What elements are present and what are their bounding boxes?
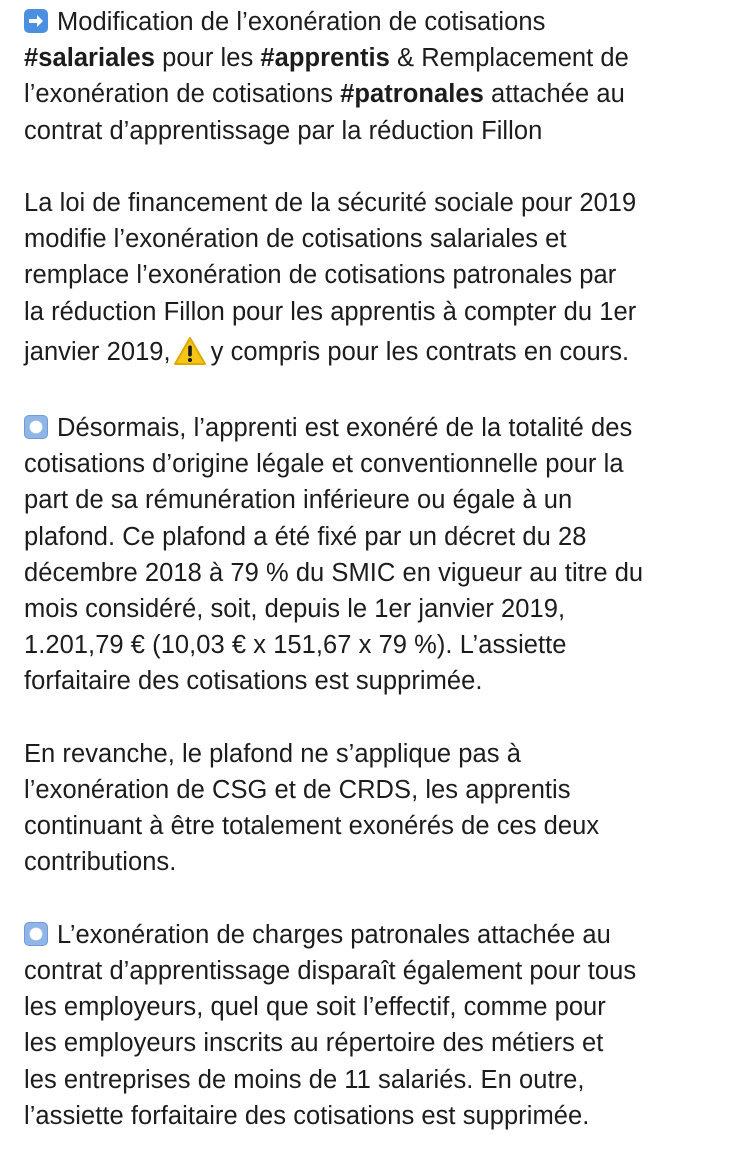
text-line [24, 4, 726, 40]
radio-button-icon [24, 922, 48, 946]
law-paragraph [24, 185, 726, 374]
employer-paragraph [24, 917, 726, 1134]
text-line [24, 917, 726, 953]
text-fragment: l’exonération de cotisations [24, 80, 341, 109]
text-line: forfaitaire des cotisations est supprimée. [24, 667, 483, 696]
post-text [24, 4, 726, 1134]
text-line: remplace l’exonération de cotisations patronales par [24, 261, 617, 290]
intro-paragraph [24, 4, 726, 149]
text-line: continuant à être totalement exonérés de ces deux [24, 812, 600, 841]
csg-paragraph [24, 736, 726, 881]
text-line: l’assiette forfaitaire des cotisations est supprimée. [24, 1101, 590, 1130]
text-fragment: attachée au [483, 80, 625, 109]
text-line [24, 40, 726, 76]
text-line [24, 410, 726, 446]
text-line: les employeurs, quel que soit l’effectif, comme pour [24, 993, 606, 1022]
hashtag-apprentis[interactable]: #apprentis [260, 44, 390, 73]
exemption-paragraph [24, 410, 726, 700]
text-fragment: janvier 2019, [24, 337, 171, 366]
text-line: contrat d’apprentissage par la réduction Fillon [24, 116, 543, 145]
text-line: la réduction Fillon pour les apprentis à compter du 1er [24, 297, 637, 326]
text-line [24, 330, 726, 374]
hashtag-patronales[interactable]: #patronales [340, 80, 484, 109]
text-fragment: pour les [155, 44, 261, 73]
hashtag-salariales[interactable]: #salariales [24, 44, 156, 73]
text-line: En revanche, le plafond ne s’applique pas à [24, 739, 521, 768]
text-line [24, 76, 726, 112]
text-fragment: Désormais, l’apprenti est exonéré de la totalité des [57, 414, 633, 442]
text-line: les employeurs inscrits au répertoire des métiers et [24, 1029, 604, 1058]
text-line: les entreprises de moins de 11 salariés. En outre, [24, 1065, 585, 1094]
text-fragment: y compris pour les contrats en cours. [210, 337, 630, 366]
text-line: part de sa rémunération inférieure ou égale à un [24, 486, 573, 515]
text-line: La loi de financement de la sécurité sociale pour 2019 [24, 189, 637, 217]
text-line: plafond. Ce plafond a été fixé par un décret du 28 [24, 522, 587, 551]
text-line: cotisations d’origine légale et conventionnelle pour la [24, 450, 624, 479]
text-line: décembre 2018 à 79 % du SMIC en vigueur au titre du [24, 558, 644, 587]
text-line: mois considéré, soit, depuis le 1er janvier 2019, [24, 595, 566, 624]
right-arrow-icon [24, 9, 48, 33]
text-line: modifie l’exonération de cotisations salariales et [24, 225, 567, 254]
text-line: 1.201,79 € (10,03 € x 151,67 x 79 %). L’assiette [24, 631, 567, 660]
text-line: l’exonération de CSG et de CRDS, les apprentis [24, 776, 571, 805]
text-fragment: & Remplacement de [389, 44, 629, 73]
text-line: contributions. [24, 848, 177, 877]
radio-button-icon [24, 415, 48, 439]
warning-icon [173, 336, 207, 366]
text-fragment: Modification de l’exonération de cotisations [57, 8, 546, 36]
text-fragment: L’exonération de charges patronales attachée au [57, 920, 611, 949]
text-line: contrat d’apprentissage disparaît également pour tous [24, 957, 637, 986]
